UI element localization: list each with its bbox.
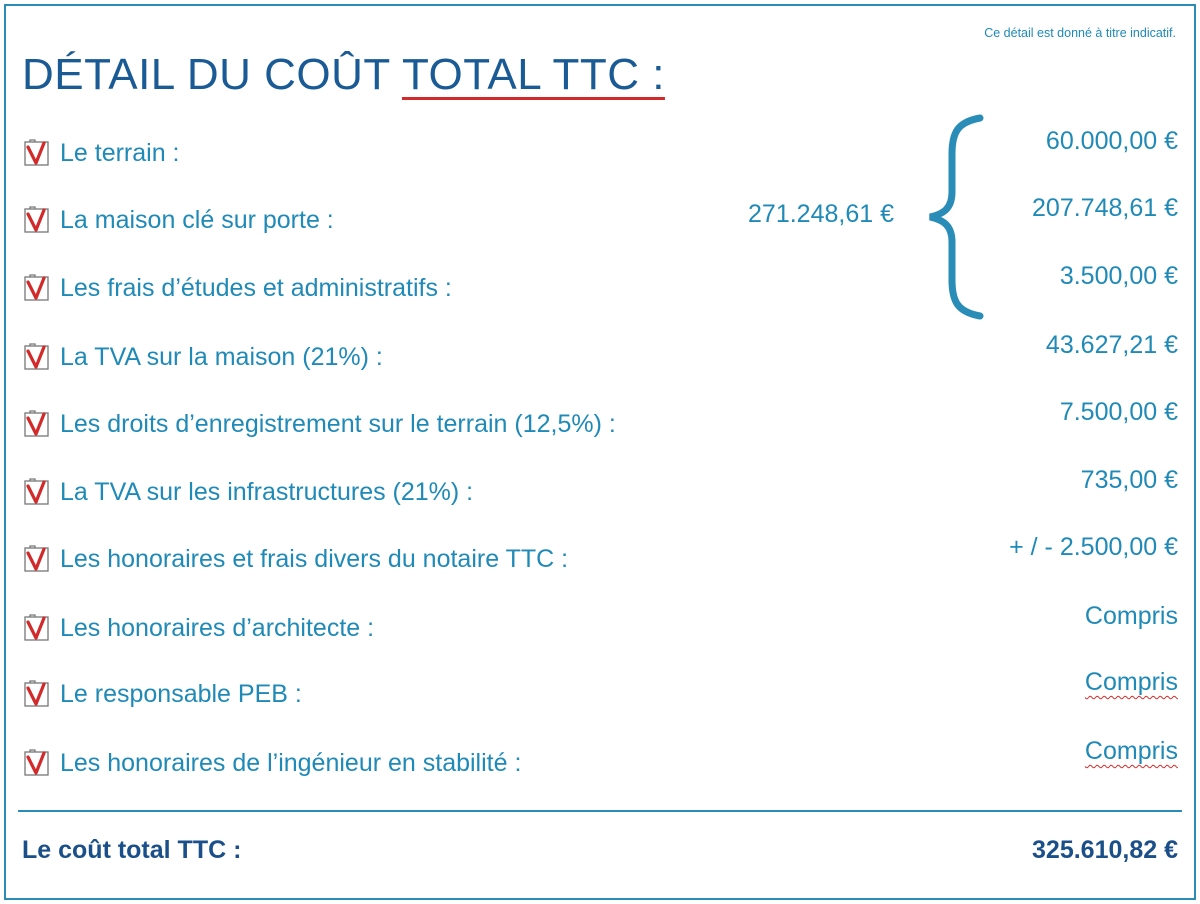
cost-label: Les honoraires de l’ingénieur en stabilité : [60, 748, 522, 777]
checkbox-check-icon [22, 477, 52, 507]
checkbox-check-icon [22, 342, 52, 372]
divider-line [18, 810, 1182, 812]
cost-row [22, 127, 1178, 173]
cost-value: + / - 2.500,00 € [1009, 533, 1178, 561]
title-part-1: DÉTAIL DU COÛT [22, 50, 402, 99]
cost-value: 735,00 € [1080, 466, 1178, 494]
cost-value: 7.500,00 € [1059, 398, 1178, 426]
cost-label: Le responsable PEB : [60, 679, 302, 708]
cost-value: Compris [1084, 668, 1178, 696]
cost-label: La TVA sur les infrastructures (21%) : [60, 477, 474, 506]
cost-label: La TVA sur la maison (21%) : [60, 342, 383, 371]
checkbox-check-icon [22, 273, 52, 303]
cost-value: 207.748,61 € [1032, 194, 1178, 222]
cost-row [22, 262, 1178, 308]
total-value: 325.610,82 € [1032, 836, 1178, 864]
cost-label: Les frais d’études et administratifs : [60, 273, 452, 302]
cost-row [22, 737, 1178, 783]
cost-value: 60.000,00 € [1045, 127, 1178, 155]
page-title [22, 50, 665, 100]
checkbox-check-icon [22, 138, 52, 168]
cost-value: 43.627,21 € [1045, 331, 1178, 359]
cost-label: Le terrain : [60, 138, 180, 167]
checkbox-check-icon [22, 544, 52, 574]
cost-row [22, 602, 1178, 648]
cost-row [22, 533, 1178, 579]
checkbox-check-icon [22, 409, 52, 439]
total-label: Le coût total TTC : [22, 836, 242, 864]
cost-row [22, 466, 1178, 512]
checkbox-check-icon [22, 613, 52, 643]
cost-label: Les honoraires et frais divers du notaire TTC : [60, 544, 569, 573]
cost-row [22, 194, 1178, 240]
cost-row [22, 331, 1178, 377]
checkbox-check-icon [22, 748, 52, 778]
cost-row [22, 668, 1178, 714]
cost-label: Les honoraires d’architecte : [60, 613, 375, 642]
checkbox-check-icon [22, 679, 52, 709]
title-part-2: TOTAL TTC : [401, 50, 665, 99]
cost-label: Les droits d’enregistrement sur le terrain (12,5%) : [60, 409, 616, 438]
cost-value: Compris [1084, 737, 1178, 765]
curly-brace-icon [924, 114, 990, 320]
disclaimer-text: Ce détail est donné à titre indicatif. [984, 26, 1176, 40]
checkbox-check-icon [22, 205, 52, 235]
cost-row [22, 398, 1178, 444]
cost-value: Compris [1084, 602, 1178, 630]
cost-value: 3.500,00 € [1059, 262, 1178, 290]
grouped-subtotal: 271.248,61 € [748, 200, 894, 228]
cost-label: La maison clé sur porte : [60, 205, 334, 234]
